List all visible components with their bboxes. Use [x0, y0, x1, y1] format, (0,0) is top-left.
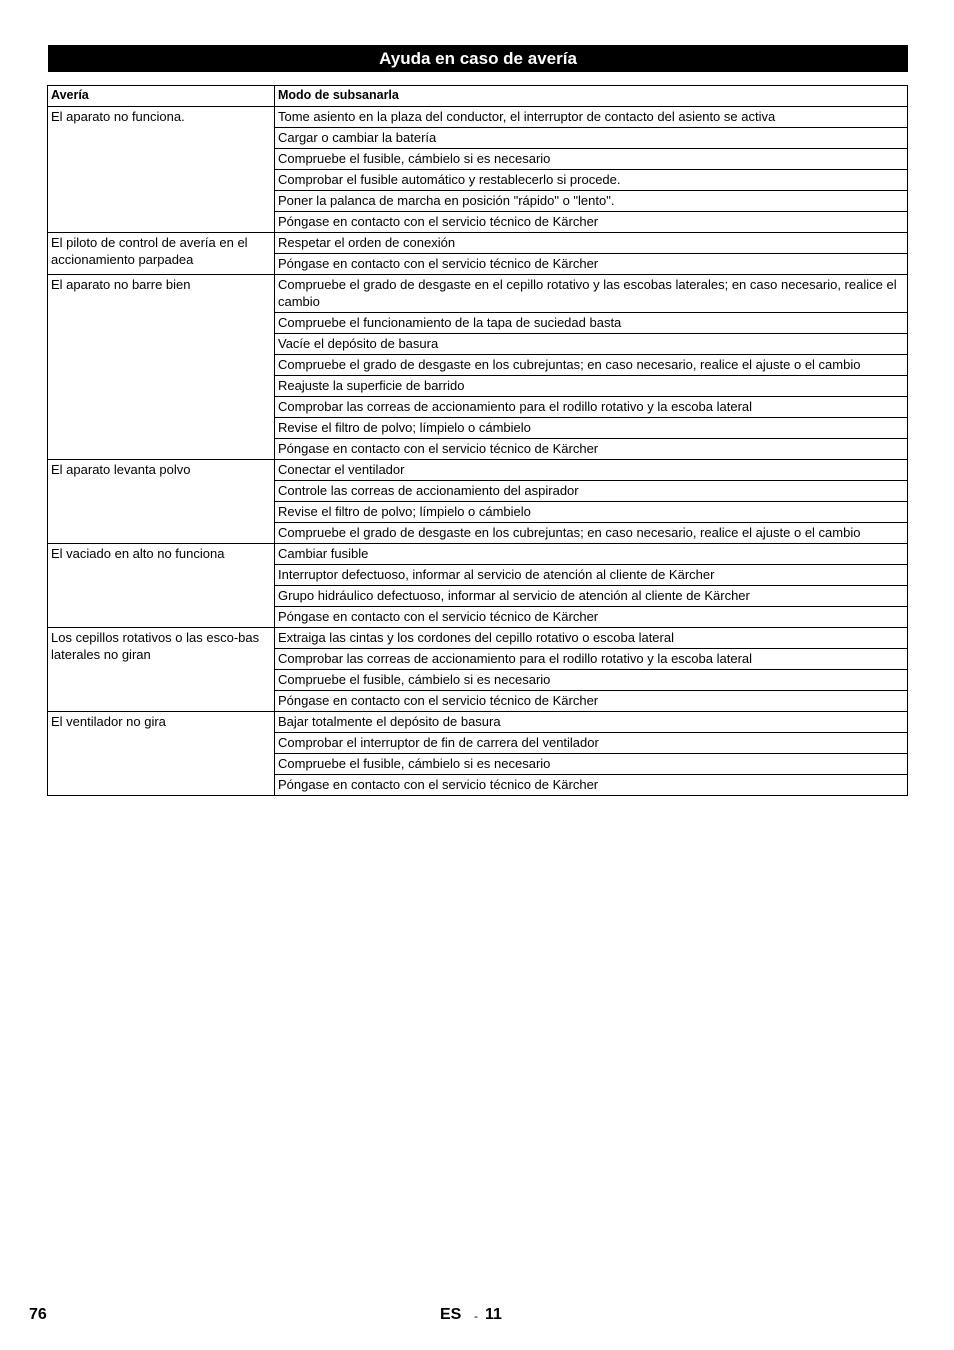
page-title: Ayuda en caso de avería [48, 45, 908, 72]
remedy-cell: Tome asiento en la plaza del conductor, el interruptor de contacto del asiento se activa [275, 107, 908, 128]
remedy-cell: Vacíe el depósito de basura [275, 334, 908, 355]
remedy-cell: Compruebe el fusible, cámbielo si es necesario [275, 670, 908, 691]
remedy-cell: Compruebe el grado de desgaste en el cepillo rotativo y las escobas laterales; en caso necesario, realice el cambio [275, 275, 908, 313]
remedy-cell: Poner la palanca de marcha en posición "rápido" o "lento". [275, 191, 908, 212]
footer-separator: - [474, 1309, 478, 1323]
remedy-cell: Compruebe el fusible, cámbielo si es necesario [275, 149, 908, 170]
footer-language: ES [440, 1306, 462, 1323]
fault-cell: El piloto de control de avería en el accionamiento parpadea [48, 233, 275, 275]
table-row [48, 107, 908, 128]
remedy-cell: Póngase en contacto con el servicio técnico de Kärcher [275, 775, 908, 796]
remedy-cell: Revise el filtro de polvo; límpielo o cámbielo [275, 418, 908, 439]
page-number: 76 [29, 1306, 47, 1323]
remedy-cell: Compruebe el grado de desgaste en los cubrejuntas; en caso necesario, realice el ajuste o el cambio [275, 355, 908, 376]
remedy-cell: Interruptor defectuoso, informar al servicio de atención al cliente de Kärcher [275, 565, 908, 586]
remedy-cell: Comprobar las correas de accionamiento para el rodillo rotativo y la escoba lateral [275, 397, 908, 418]
remedy-cell: Revise el filtro de polvo; límpielo o cámbielo [275, 502, 908, 523]
remedy-cell: Póngase en contacto con el servicio técnico de Kärcher [275, 439, 908, 460]
fault-cell: El aparato no barre bien [48, 275, 275, 460]
table-body [48, 107, 908, 796]
remedy-cell: Controle las correas de accionamiento del aspirador [275, 481, 908, 502]
remedy-cell: Compruebe el grado de desgaste en los cubrejuntas; en caso necesario, realice el ajuste o el cambio [275, 523, 908, 544]
table-header-row [48, 86, 908, 107]
table-row [48, 544, 908, 565]
fault-cell: Los cepillos rotativos o las esco-bas laterales no giran [48, 628, 275, 712]
remedy-cell: Reajuste la superficie de barrido [275, 376, 908, 397]
header-fault: Avería [48, 86, 275, 107]
remedy-cell: Comprobar las correas de accionamiento para el rodillo rotativo y la escoba lateral [275, 649, 908, 670]
fault-cell: El ventilador no gira [48, 712, 275, 796]
remedy-cell: Póngase en contacto con el servicio técnico de Kärcher [275, 691, 908, 712]
remedy-cell: Comprobar el interruptor de fin de carrera del ventilador [275, 733, 908, 754]
fault-cell: El vaciado en alto no funciona [48, 544, 275, 628]
remedy-cell: Extraiga las cintas y los cordones del cepillo rotativo o escoba lateral [275, 628, 908, 649]
table-row [48, 275, 908, 313]
remedy-cell: Póngase en contacto con el servicio técnico de Kärcher [275, 254, 908, 275]
remedy-cell: Comprobar el fusible automático y restablecerlo si procede. [275, 170, 908, 191]
remedy-cell: Póngase en contacto con el servicio técnico de Kärcher [275, 607, 908, 628]
remedy-cell: Póngase en contacto con el servicio técnico de Kärcher [275, 212, 908, 233]
remedy-cell: Compruebe el funcionamiento de la tapa de suciedad basta [275, 313, 908, 334]
remedy-cell: Cambiar fusible [275, 544, 908, 565]
remedy-cell: Respetar el orden de conexión [275, 233, 908, 254]
remedy-cell: Cargar o cambiar la batería [275, 128, 908, 149]
remedy-cell: Compruebe el fusible, cámbielo si es necesario [275, 754, 908, 775]
header-remedy: Modo de subsanarla [275, 86, 908, 107]
remedy-cell: Grupo hidráulico defectuoso, informar al servicio de atención al cliente de Kärcher [275, 586, 908, 607]
fault-cell: El aparato no funciona. [48, 107, 275, 233]
troubleshooting-table [47, 85, 908, 796]
fault-cell: El aparato levanta polvo [48, 460, 275, 544]
remedy-cell: Bajar totalmente el depósito de basura [275, 712, 908, 733]
table-row [48, 628, 908, 649]
table-row [48, 460, 908, 481]
remedy-cell: Conectar el ventilador [275, 460, 908, 481]
footer-section-page: 11 [485, 1306, 502, 1323]
table-row [48, 233, 908, 254]
table-row [48, 712, 908, 733]
